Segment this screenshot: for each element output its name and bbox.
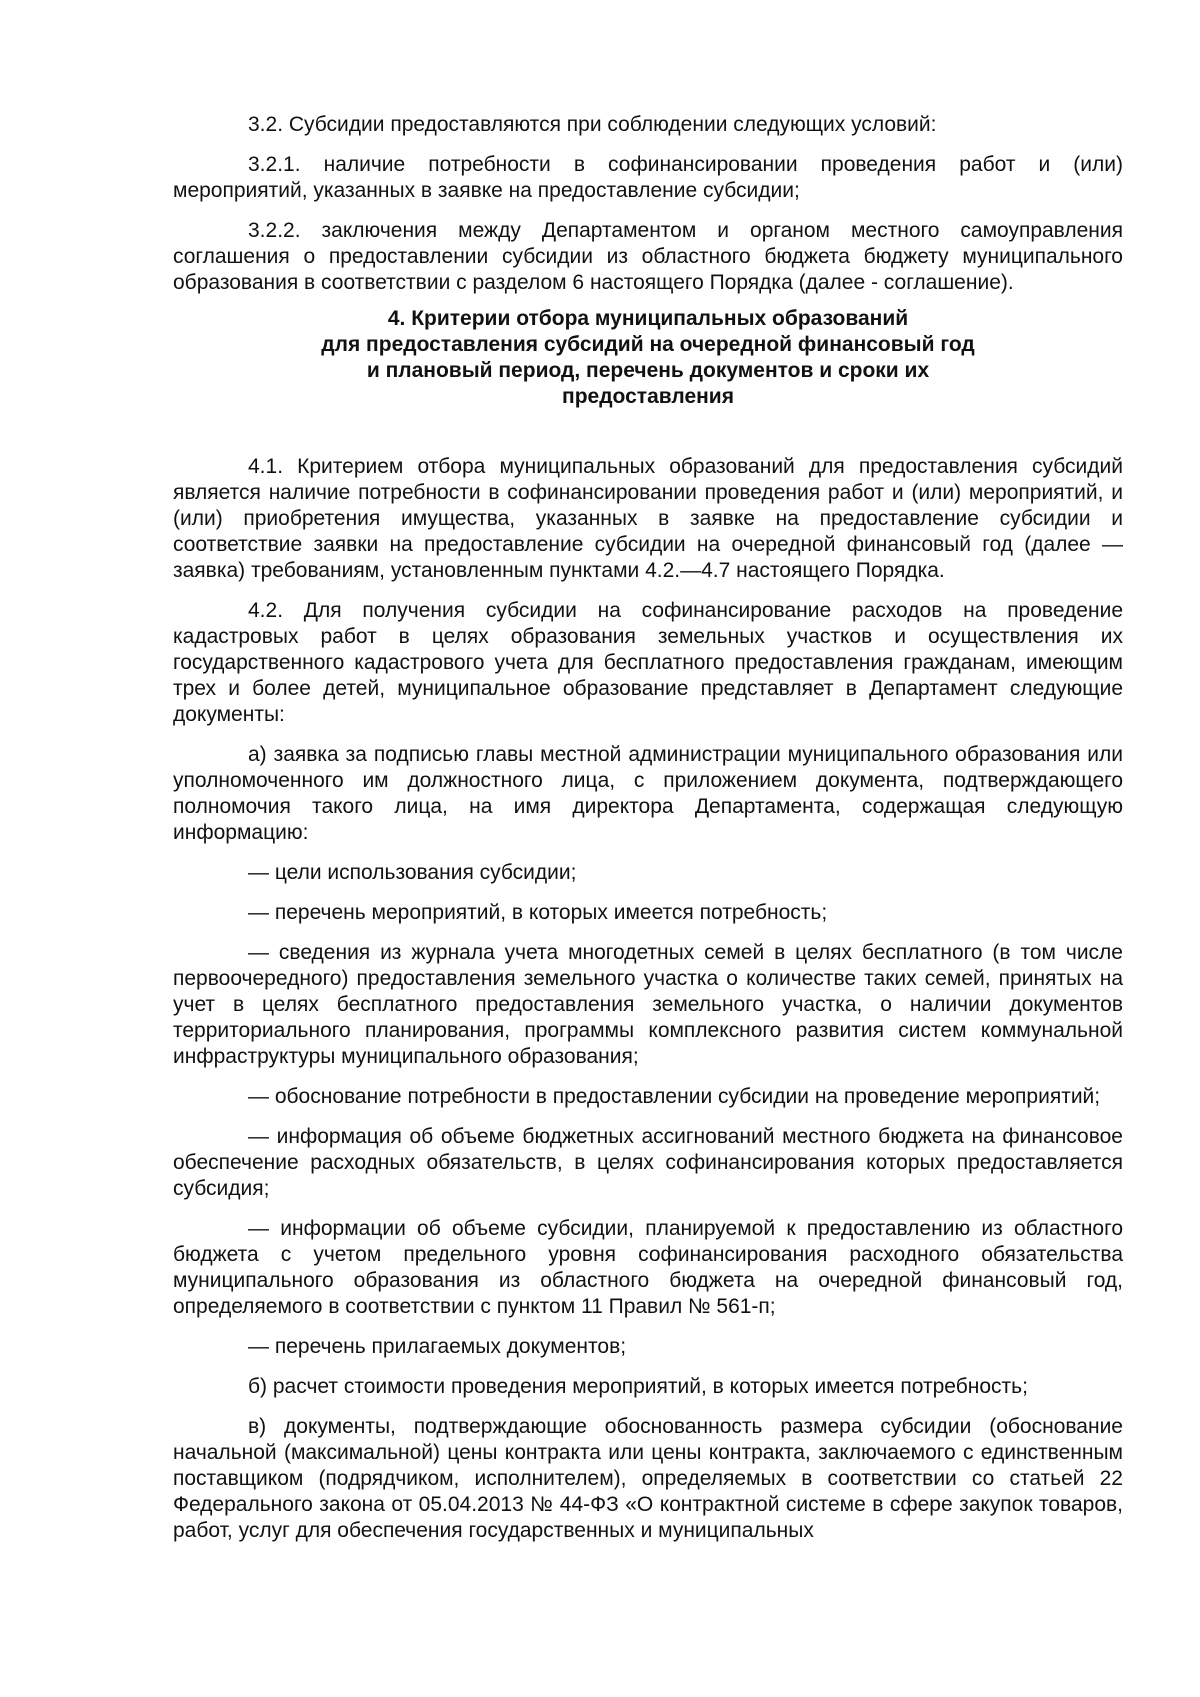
paragraph-4-1: 4.1. Критерием отбора муниципальных образований для предоставления субсидий является наличие потребности в софинансировании проведения работ и (или) мероприятий, и (или) приобретения имущества, указанных в заявке на предоставление субсидии и соответствие заявки на предоставление субсидии на очередной финансовый год (далее — заявка) требованиям, установленным пунктами 4.2.—4.7 настоящего Порядка. [173,455,1123,582]
heading-line-2: для предоставления субсидий на очередной финансовый год [321,333,975,356]
heading-line-3: и плановый период, перечень документов и сроки их [366,359,930,382]
paragraph-v: в) документы, подтверждающие обоснованность размера субсидии (обоснование начальной (максимальной) цены контракта или цены контракта, заключаемого с единственным поставщиком (подрядчиком, исполнителем), определяемых в соответствии со статьей 22 Федерального закона от 05.04.2013 № 44-ФЗ «О контрактной системе в сфере закупок товаров, работ, услуг для обеспечения государственных и муниципальных [173,1415,1123,1542]
heading-line-1: 4. Критерии отбора муниципальных образований [387,307,909,330]
paragraph-3-2: 3.2. Субсидии предоставляются при соблюдении следующих условий: [248,113,937,136]
heading-line-4: предоставления [562,385,734,408]
dash-item-activities: — перечень мероприятий, в которых имеется потребность; [248,901,828,924]
paragraph-4-2: 4.2. Для получения субсидии на софинансирование расходов на проведение кадастровых работ в целях образования земельных участков и осуществления их государственного кадастрового учета для бесплатного предоставления гражданам, имеющим трех и более детей, муниципальное образование представляет в Департамент следующие документы: [173,599,1123,726]
dash-item-attachments: — перечень прилагаемых документов; [248,1335,627,1358]
dash-item-budget-info: — информация об объеме бюджетных ассигнований местного бюджета на финансовое обеспечение расходных обязательств, в целях софинансирования которых предоставляется субсидия; [173,1125,1123,1200]
dash-item-goals: — цели использования субсидии; [248,861,577,884]
dash-item-justification: — обоснование потребности в предоставлении субсидии на проведение мероприятий; [248,1085,1101,1108]
paragraph-3-2-2: 3.2.2. заключения между Департаментом и органом местного самоуправления соглашения о предоставлении субсидии из областного бюджета бюджету муниципального образования в соответствии с разделом 6 настоящего Порядка (далее - соглашение). [173,219,1123,294]
section-4-heading [173,306,1123,410]
dash-item-journal: — сведения из журнала учета многодетных семей в целях бесплатного (в том числе первоочередного) предоставления земельного участка о количестве таких семей, принятых на учет в целях бесплатного предоставления земельного участка, о наличии документов территориального планирования, программы комплексного развития систем коммунальной инфраструктуры муниципального образования; [173,941,1123,1068]
paragraph-a: а) заявка за подписью главы местной администрации муниципального образования или уполномоченного им должностного лица, с приложением документа, подтверждающего полномочия такого лица, на имя директора Департамента, содержащая следующую информацию: [173,743,1123,844]
paragraph-b: б) расчет стоимости проведения мероприятий, в которых имеется потребность; [248,1375,1028,1398]
paragraph-3-2-1: 3.2.1. наличие потребности в софинансировании проведения работ и (или) мероприятий, указанных в заявке на предоставление субсидии; [173,153,1123,202]
document-page [173,112,1123,1558]
dash-item-subsidy-volume: — информации об объеме субсидии, планируемой к предоставлению из областного бюджета с учетом предельного уровня софинансирования расходного обязательства муниципального образования из областного бюджета на очередной финансовый год, определяемого в соответствии с пунктом 11 Правил № 561-п; [173,1217,1123,1318]
